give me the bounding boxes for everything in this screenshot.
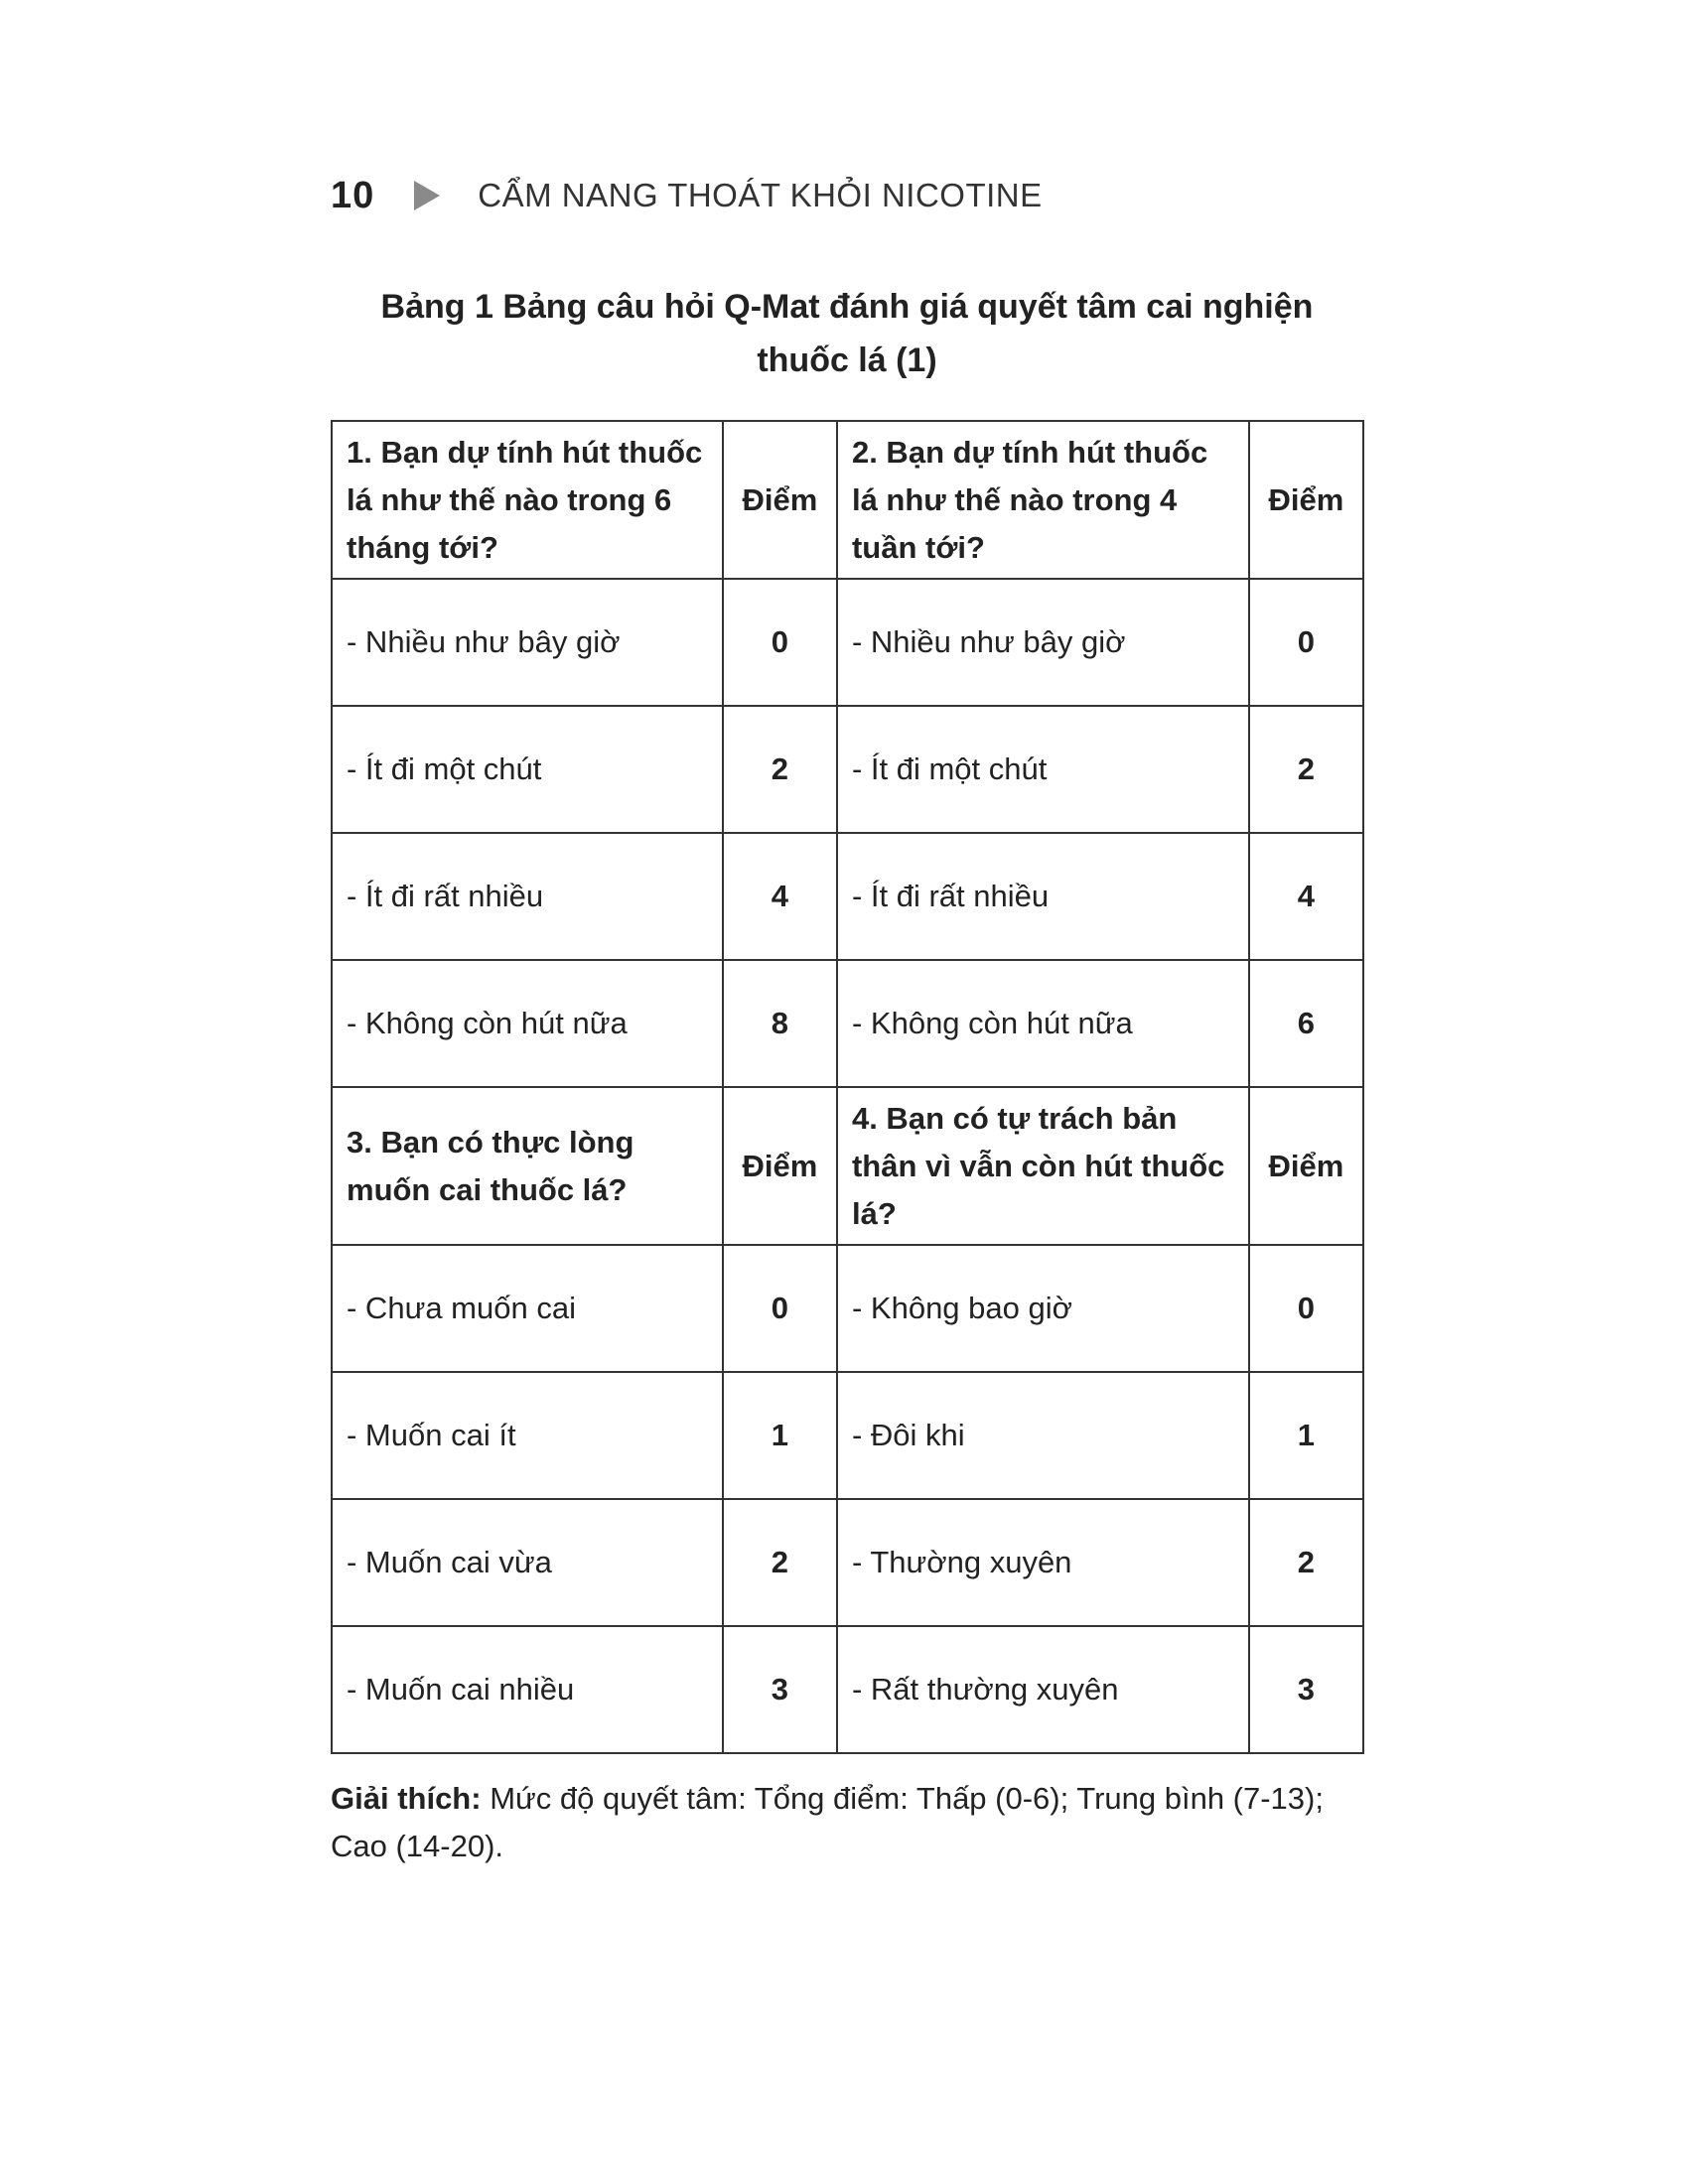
question-3: 3. Bạn có thực lòng muốn cai thuốc lá?: [332, 1087, 723, 1245]
answer-text: - Nhiều như bây giờ: [332, 579, 723, 706]
question-2: 2. Bạn dự tính hút thuốc lá như thế nào trong 4 tuần tới?: [837, 421, 1249, 579]
question-row-2: [332, 1087, 1363, 1245]
answer-score: 0: [1249, 1245, 1363, 1372]
answer-score: 4: [1249, 833, 1363, 960]
answer-text: - Rất thường xuyên: [837, 1626, 1249, 1753]
answer-score: 1: [1249, 1372, 1363, 1499]
table-row: [332, 1626, 1363, 1753]
question-4: 4. Bạn có tự trách bản thân vì vẫn còn hút thuốc lá?: [837, 1087, 1249, 1245]
answer-text: - Thường xuyên: [837, 1499, 1249, 1626]
answer-text: - Chưa muốn cai: [332, 1245, 723, 1372]
table-row: [332, 1245, 1363, 1372]
answer-text: - Ít đi một chút: [332, 706, 723, 833]
answer-score: 2: [1249, 1499, 1363, 1626]
answer-text: - Muốn cai vừa: [332, 1499, 723, 1626]
answer-score: 2: [1249, 706, 1363, 833]
answer-text: - Muốn cai ít: [332, 1372, 723, 1499]
page-header: [331, 171, 1043, 220]
explanation-note: [331, 1775, 1363, 1870]
table-row: [332, 833, 1363, 960]
explanation-label: Giải thích:: [331, 1781, 482, 1816]
score-header: Điểm: [1249, 421, 1363, 579]
answer-text: - Ít đi rất nhiều: [837, 833, 1249, 960]
answer-text: - Đôi khi: [837, 1372, 1249, 1499]
answer-score: 0: [723, 579, 837, 706]
answer-text: - Không bao giờ: [837, 1245, 1249, 1372]
table-row: [332, 1372, 1363, 1499]
table-row: [332, 960, 1363, 1087]
triangle-arrow-icon: [414, 181, 440, 210]
answer-text: - Nhiều như bây giờ: [837, 579, 1249, 706]
answer-score: 0: [1249, 579, 1363, 706]
answer-score: 8: [723, 960, 837, 1087]
answer-text: - Ít đi rất nhiều: [332, 833, 723, 960]
table-title-line-1: Bảng 1 Bảng câu hỏi Q-Mat đánh giá quyết tâm cai nghiện: [380, 288, 1314, 326]
page-number: 10: [331, 174, 375, 216]
table-title-line-2: thuốc lá (1): [757, 341, 937, 379]
answer-text: - Không còn hút nữa: [332, 960, 723, 1087]
answer-score: 0: [723, 1245, 837, 1372]
table-row: [332, 706, 1363, 833]
score-header: Điểm: [723, 1087, 837, 1245]
answer-score: 2: [723, 1499, 837, 1626]
table-row: [332, 1499, 1363, 1626]
answer-score: 2: [723, 706, 837, 833]
explanation-text: Mức độ quyết tâm: Tổng điểm: Thấp (0-6); Trung bình (7-13); Cao (14-20).: [331, 1781, 1324, 1863]
table-row: [332, 579, 1363, 706]
answer-score: 1: [723, 1372, 837, 1499]
question-row-1: [332, 421, 1363, 579]
score-header: Điểm: [723, 421, 837, 579]
answer-text: - Muốn cai nhiều: [332, 1626, 723, 1753]
running-title: CẨM NANG THOÁT KHỎI NICOTINE: [478, 177, 1043, 213]
answer-score: 6: [1249, 960, 1363, 1087]
answer-score: 4: [723, 833, 837, 960]
score-header: Điểm: [1249, 1087, 1363, 1245]
answer-score: 3: [723, 1626, 837, 1753]
answer-text: - Không còn hút nữa: [837, 960, 1249, 1087]
answer-score: 3: [1249, 1626, 1363, 1753]
question-1: 1. Bạn dự tính hút thuốc lá như thế nào trong 6 tháng tới?: [332, 421, 723, 579]
answer-text: - Ít đi một chút: [837, 706, 1249, 833]
table-title: [331, 280, 1363, 387]
qmat-table: [331, 420, 1364, 1754]
